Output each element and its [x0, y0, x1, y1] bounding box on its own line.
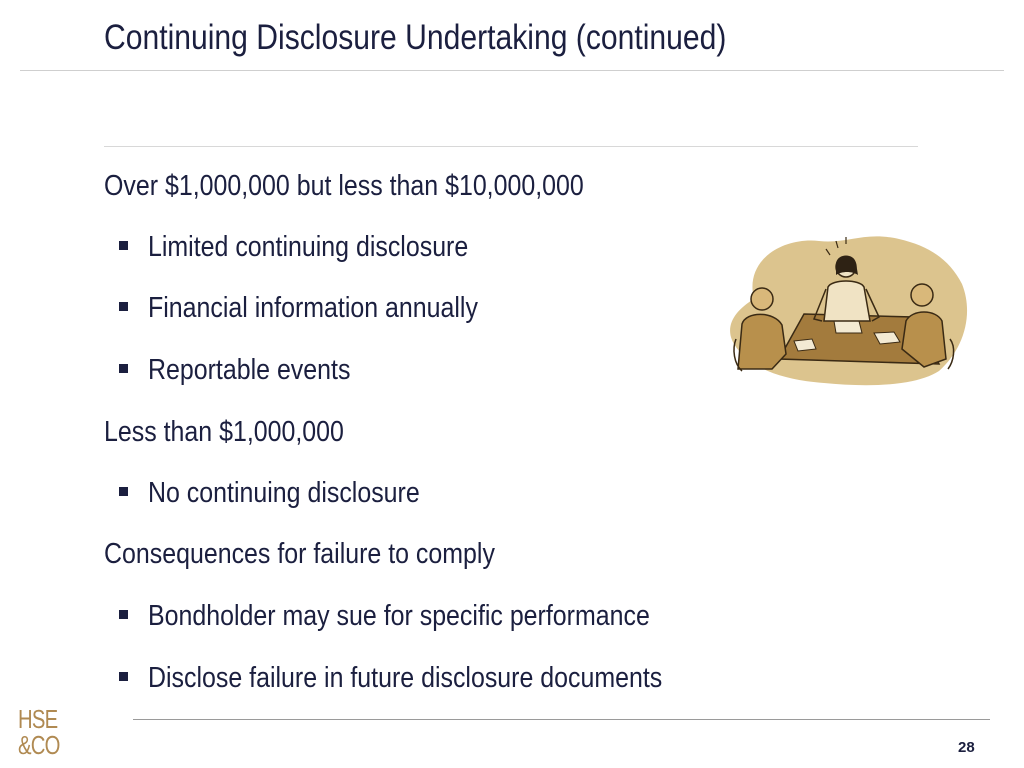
list-item: No continuing disclosure: [148, 477, 420, 509]
content-divider: [104, 146, 918, 147]
heading-less-1m: Less than $1,000,000: [104, 416, 344, 448]
square-bullet-icon: [119, 364, 128, 373]
title-divider: [20, 70, 1004, 71]
square-bullet-icon: [119, 610, 128, 619]
list-item: Financial information annually: [148, 292, 478, 324]
list-item: Reportable events: [148, 354, 351, 386]
list-item: Disclose failure in future disclosure documents: [148, 662, 663, 694]
heading-over-1m: Over $1,000,000 but less than $10,000,000: [104, 170, 584, 202]
logo-line-2: &CO: [18, 730, 60, 760]
footer-divider: [133, 719, 990, 720]
heading-consequences: Consequences for failure to comply: [104, 538, 495, 570]
list-item: Bondholder may sue for specific performance: [148, 600, 650, 632]
square-bullet-icon: [119, 487, 128, 496]
slide-title: Continuing Disclosure Undertaking (continued): [104, 18, 727, 57]
square-bullet-icon: [119, 241, 128, 250]
square-bullet-icon: [119, 672, 128, 681]
square-bullet-icon: [119, 302, 128, 311]
logo-line-1: HSE: [18, 704, 58, 734]
list-item: Limited continuing disclosure: [148, 231, 469, 263]
page-number: 28: [958, 739, 975, 756]
business-meeting-illustration: [724, 229, 972, 394]
company-logo: [18, 706, 60, 758]
